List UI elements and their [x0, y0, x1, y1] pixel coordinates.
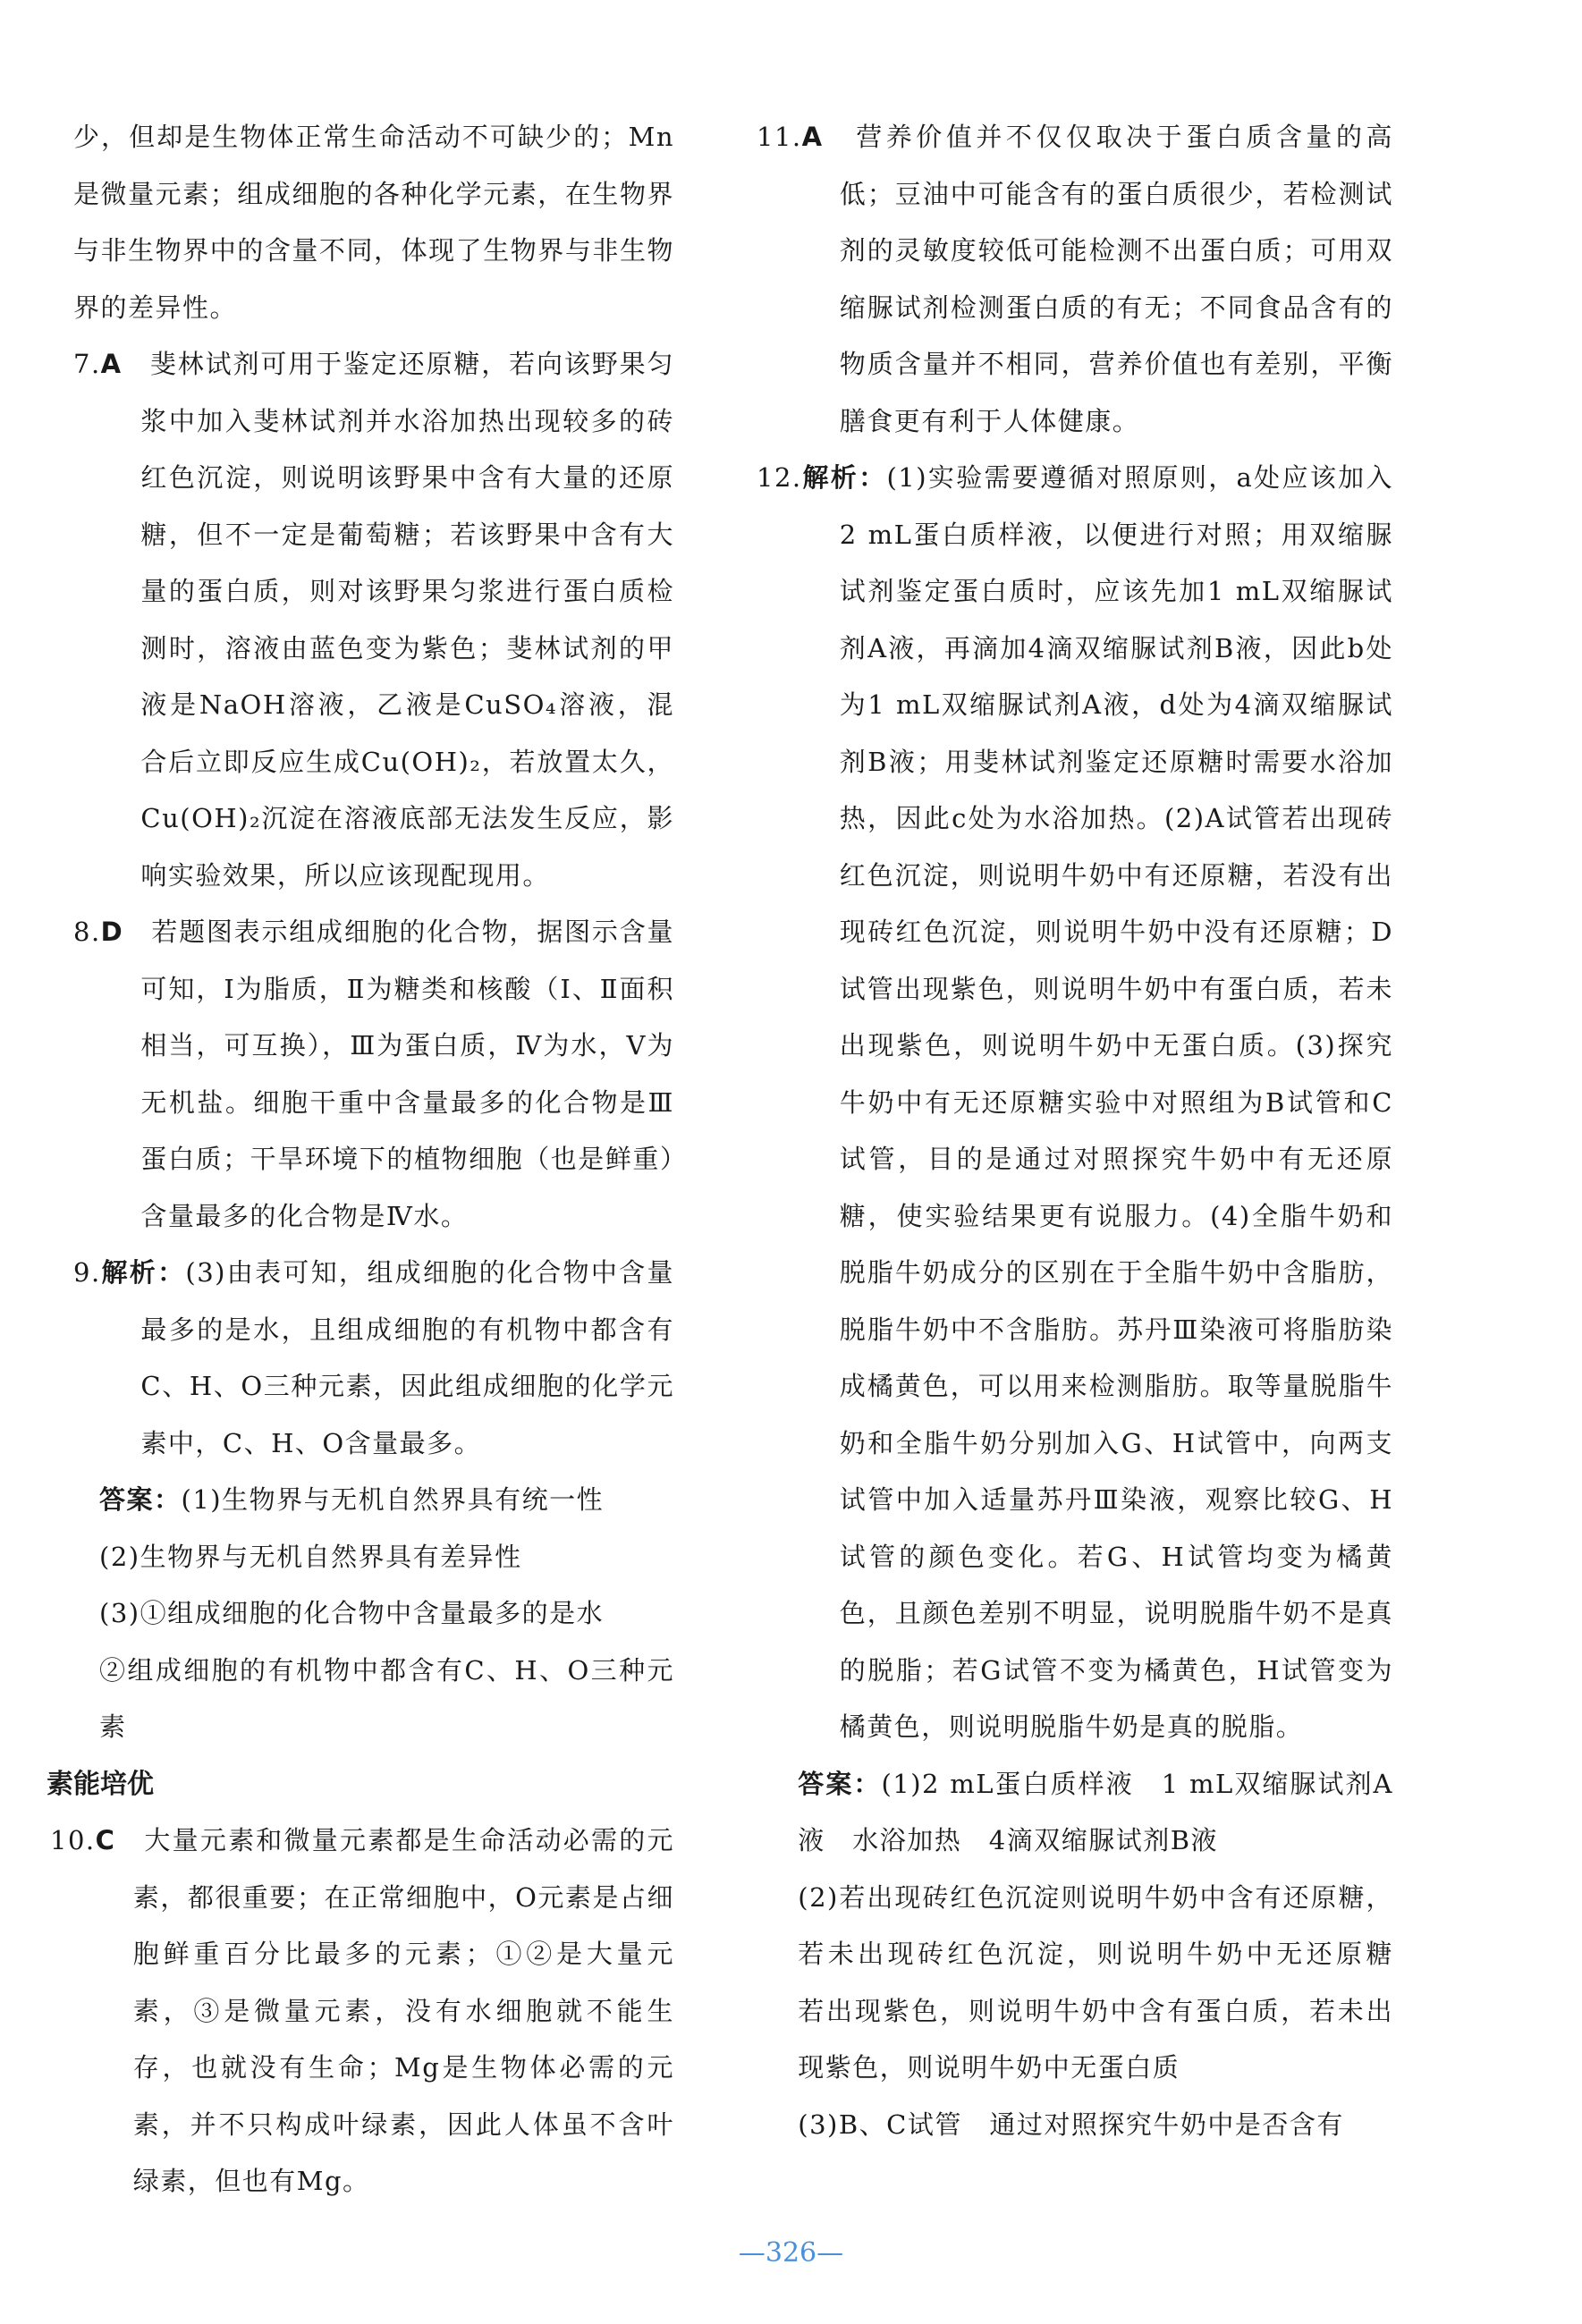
section-heading: 素能培优 — [47, 1768, 154, 1800]
question-number: 12. — [757, 462, 802, 493]
question-12 — [757, 450, 1393, 1756]
question-number: 7. — [73, 349, 101, 379]
question-number: 8. — [73, 917, 101, 947]
answer-line: (3)B、C试管 通过对照探究牛奶中是否含有 — [798, 2109, 1344, 2140]
question-8 — [73, 904, 674, 1245]
explanation-text: 斐林试剂可用于鉴定还原糖，若向该野果匀浆中加入斐林试剂并水浴加热出现较多的砖红色沉淀，则说明该野果中含有大量的还原糖，但不一定是葡萄糖；若该野果中含有大量的蛋白质，则对该野果匀浆进行蛋白质检测时，溶液由蓝色变为紫色；斐林试剂的甲液是NaOH溶液，乙液是CuSO₄溶液，混合后立即反应生成Cu(OH)₂，若放置太久，Cu(OH)₂沉淀在溶液底部无法发生反应，影响实验效果，所以应该现配现用。 — [140, 349, 674, 891]
answer-label: 答案： — [798, 1768, 882, 1799]
explanation-text: 营养价值并不仅仅取决于蛋白质含量的高低；豆油中可能含有的蛋白质很少，若检测试剂的灵敏度较低可能检测不出蛋白质；可用双缩脲试剂检测蛋白质的有无；不同食品含有的物质含量并不相同，营养价值也有差别，平衡膳食更有利于人体健康。 — [839, 122, 1393, 436]
answer-letter: A — [100, 349, 123, 379]
analysis-label: 解析： — [100, 1257, 186, 1288]
question-7 — [73, 336, 674, 904]
question-9 — [73, 1245, 674, 1472]
answer-line: (2)生物界与无机自然界具有差异性 — [99, 1541, 522, 1572]
explanation-text: (3)由表可知，组成细胞的化合物中含量最多的是水，且组成细胞的有机物中都含有C、H、O三种元素，因此组成细胞的化学元素中，C、H、O含量最多。 — [140, 1257, 674, 1458]
question-number: 11. — [757, 122, 802, 152]
explanation-text: 大量元素和微量元素都是生命活动必需的元素，都很重要；在正常细胞中，O元素是占细胞鲜重百分比最多的元素；①②是大量元素，③是微量元素，没有水细胞就不能生存，也就没有生命；Mg是生物体必需的元素，并不只构成叶绿素，因此人体虽不含叶绿素，但也有Mg。 — [132, 1825, 674, 2196]
answer-block-9 — [73, 1472, 674, 1756]
left-column — [47, 109, 674, 2210]
answer-line: ②组成细胞的有机物中都含有C、H、O三种元素 — [99, 1654, 674, 1742]
page-number: —326— — [738, 2237, 844, 2269]
answer-letter: D — [100, 917, 124, 947]
analysis-label: 解析： — [801, 462, 887, 493]
explanation-text: 若题图表示组成细胞的化合物，据图示含量可知，Ⅰ为脂质，Ⅱ为糖类和核酸（Ⅰ、Ⅱ面积相当，可互换），Ⅲ为蛋白质，Ⅳ为水，Ⅴ为无机盐。细胞干重中含量最多的化合物是Ⅲ蛋白质；干旱环境下的植物细胞（也是鲜重）含量最多的化合物是Ⅳ水。 — [140, 917, 674, 1231]
explanation-text: (1)实验需要遵循对照原则，a处应该加入2 mL蛋白质样液，以便进行对照；用双缩脲试剂鉴定蛋白质时，应该先加1 mL双缩脲试剂A液，再滴加4滴双缩脲试剂B液，因此b处为1 mL双缩脲试剂A液，d处为4滴双缩脲试剂B液；用斐林试剂鉴定还原糖时需要水浴加热，因此c处为水浴加热。(2)A试管若出现砖红色沉淀，则说明牛奶中有还原糖，若没有出现砖红色沉淀，则说明牛奶中没有还原糖；D试管出现紫色，则说明牛奶中有蛋白质，若未出现紫色，则说明牛奶中无蛋白质。(3)探究牛奶中有无还原糖实验中对照组为B试管和C试管，目的是通过对照探究牛奶中有无还原糖，使实验结果更有说服力。(4)全脂牛奶和脱脂牛奶成分的区别在于全脂牛奶中含脂肪，脱脂牛奶中不含脂肪。苏丹Ⅲ染液可将脂肪染成橘黄色，可以用来检测脂肪。取等量脱脂牛奶和全脂牛奶分别加入G、H试管中，向两支试管中加入适量苏丹Ⅲ染液，观察比较G、H试管的颜色变化。若G、H试管均变为橘黄色，且颜色差别不明显，说明脱脂牛奶不是真的脱脂；若G试管不变为橘黄色，H试管变为橘黄色，则说明脱脂牛奶是真的脱脂。 — [839, 462, 1393, 1742]
question-11 — [757, 109, 1393, 450]
answer-label: 答案： — [99, 1484, 182, 1515]
answer-block-12 — [780, 1756, 1421, 2154]
answer-letter: C — [95, 1825, 116, 1855]
answer-line: 答案：(1)2 mL蛋白质样液 1 mL双缩脲试剂A液 水浴加热 4滴双缩脲试剂B液 — [798, 1768, 1393, 1855]
question-number: 9. — [73, 1257, 101, 1288]
answer-letter: A — [801, 122, 824, 152]
right-column — [757, 109, 1421, 2153]
question-number: 10. — [50, 1825, 96, 1855]
answer-line: (3)①组成细胞的化合物中含量最多的是水 — [99, 1598, 605, 1628]
answer-line: 答案：(1)生物界与无机自然界具有统一性 — [99, 1484, 605, 1515]
answer-line: (2)若出现砖红色沉淀则说明牛奶中含有还原糖，若未出现砖红色沉淀，则说明牛奶中无还原糖 若出现紫色，则说明牛奶中含有蛋白质，若未出现紫色，则说明牛奶中无蛋白质 — [798, 1881, 1421, 2083]
continued-paragraph: 少，但却是生物体正常生命活动不可缺少的；Mn是微量元素；组成细胞的各种化学元素，在生物界与非生物界中的含量不同，体现了生物界与非生物界的差异性。 — [73, 122, 674, 323]
question-10 — [50, 1813, 674, 2210]
